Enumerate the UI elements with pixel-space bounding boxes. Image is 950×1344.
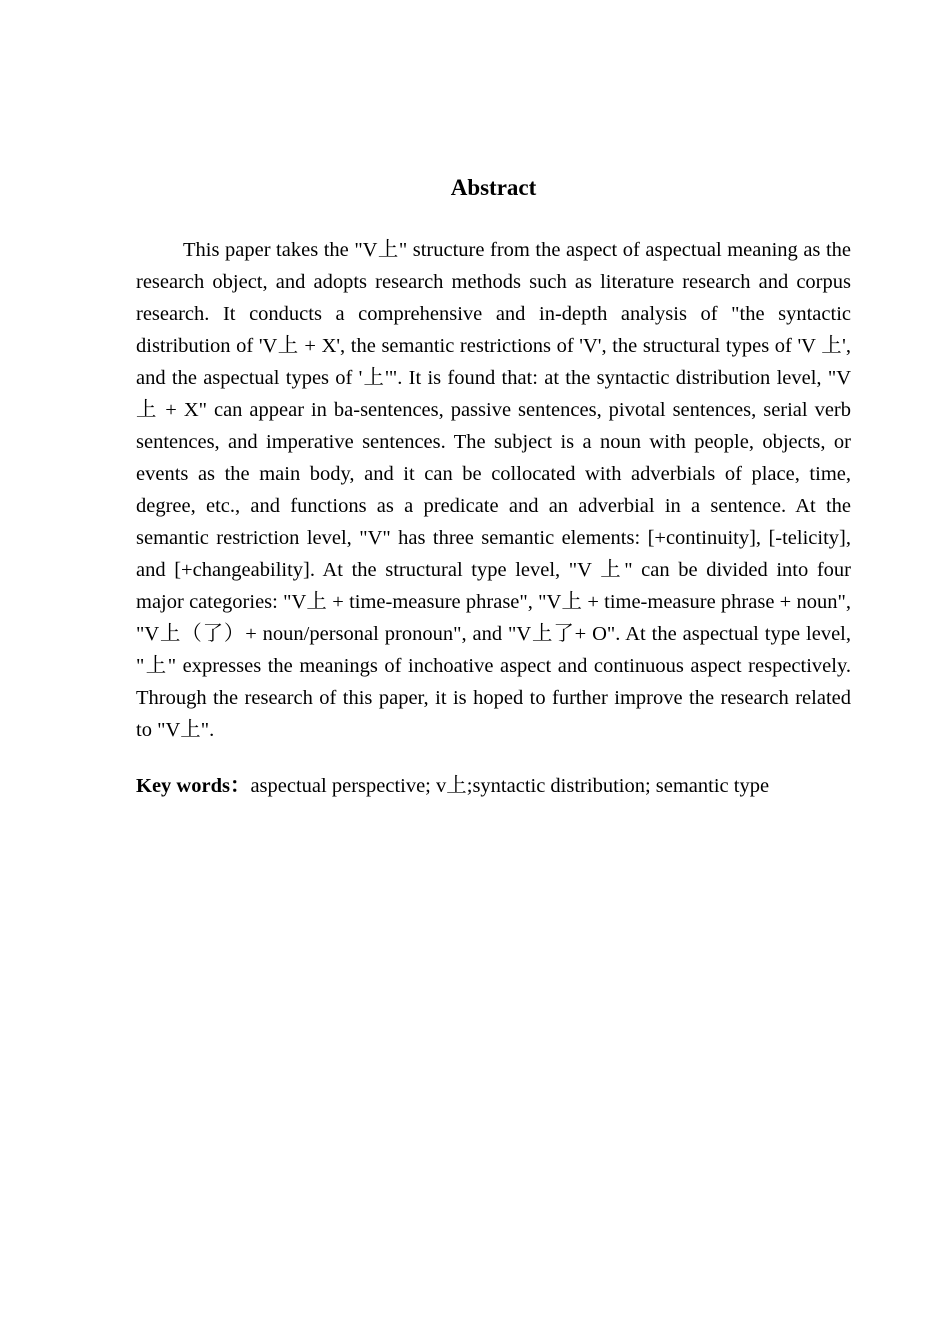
keywords-label: Key words： [136,775,251,797]
keywords-text: aspectual perspective; v上;syntactic distribution; semantic type [250,775,770,797]
abstract-title: Abstract [450,175,537,200]
keywords-line [136,770,851,802]
abstract-body: This paper takes the "V上" structure from the aspect of aspectual meaning as the research object, and adopts research methods such as literature research and corpus research. It conducts a comprehensive and in-depth analysis of "the syntactic distribution of 'V上 + X', the semantic restrictions of 'V', the structural types of 'V 上', and the aspectual types of '上'". It is found that: at the syntactic distribution level, "V上 + X" can appear in ba-sentences, passive sentences, pivotal sentences, serial verb sentences, and imperative sentences. The subject is a noun with people, objects, or events as the main body, and it can be collocated with adverbials of place, time, degree, etc., and functions as a predicate and an adverbial in a sentence. At the semantic restriction level, "V" has three semantic elements: [+continuity], [-telicity], and [+changeability]. At the structural type level, "V 上" can be divided into four major categories: "V上 + time-measure phrase", "V上 + time-measure phrase + noun", "V上（了）+ noun/personal pronoun", and "V上了+ O". At the aspectual type level, "上" expresses the meanings of inchoative aspect and continuous aspect respectively. Through the research of this paper, it is hoped to further improve the research related to "V上". [136,239,851,741]
abstract-page [136,170,851,802]
